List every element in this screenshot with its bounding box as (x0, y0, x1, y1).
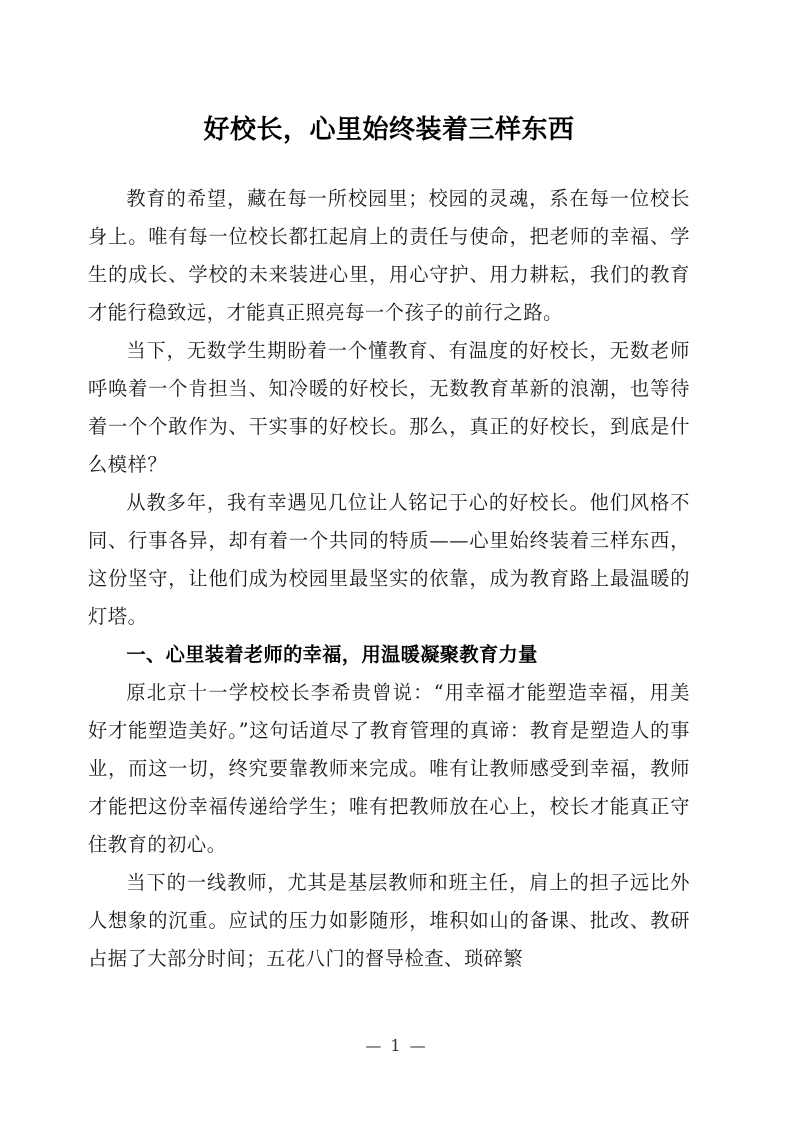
body-paragraph: 教育的希望，藏在每一所校园里；校园的灵魂，系在每一位校长身上。唯有每一位校长都扛起肩上的责任与使命，把老师的幸福、学生的成长、学校的未来装进心里，用心守护、用力耕耘，我们的教育才能行稳致远，才能真正照亮每一个孩子的前行之路。 (88, 187, 690, 324)
body-paragraph: 当下的一线教师，尤其是基层教师和班主任，肩上的担子远比外人想象的沉重。应试的压力如影随形，堆积如山的备课、批改、教研占据了大部分时间；五花八门的督导检查、琐碎繁 (88, 871, 690, 970)
section-heading: 一、心里装着老师的幸福，用温暖凝聚教育力量 (126, 643, 538, 666)
page-content (88, 0, 690, 978)
page-title: 好校长，心里始终装着三样东西 (203, 115, 575, 145)
page-number: — 1 — (365, 1036, 428, 1055)
body-paragraph: 从教多年，我有幸遇见几位让人铭记于心的好校长。他们风格不同、行事各异，却有着一个共同的特质——心里始终装着三样东西，这份坚守，让他们成为校园里最坚实的依靠，成为教育路上最温暖的灯塔。 (88, 491, 690, 628)
body-paragraph: 当下，无数学生期盼着一个懂教育、有温度的好校长，无数老师呼唤着一个肯担当、知冷暖的好校长，无数教育革新的浪潮，也等待着一个个敢作为、干实事的好校长。那么，真正的好校长，到底是什么模样？ (88, 339, 690, 476)
document-body (88, 147, 690, 978)
body-paragraph: 原北京十一学校校长李希贵曾说：“用幸福才能塑造幸福，用美好才能塑造美好。”这句话道尽了教育管理的真谛：教育是塑造人的事业，而这一切，终究要靠教师来完成。唯有让教师感受到幸福，教师才能把这份幸福传递给学生；唯有把教师放在心上，校长才能真正守住教育的初心。 (88, 681, 690, 856)
